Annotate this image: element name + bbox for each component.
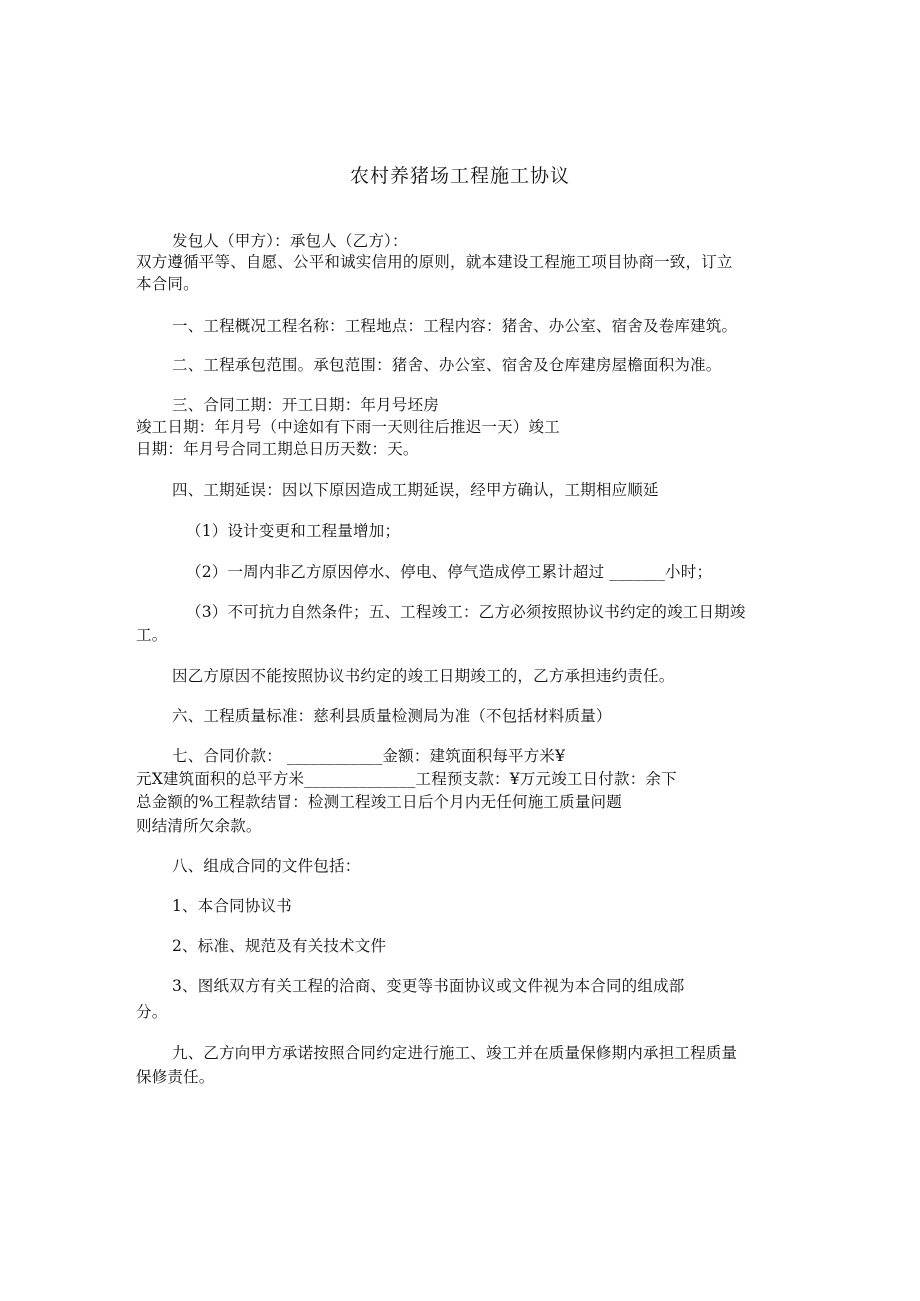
section-7-line-4: 则结清所欠余款。	[136, 817, 262, 835]
section-3-line-3: 日期：年月号合同工期总日历天数：天。	[136, 440, 419, 458]
section-4-item-1: （1）设计变更和工程量增加；	[186, 522, 401, 540]
section-7-line-1: 七、合同价款： ____________金额：建筑面积每平方米¥	[172, 747, 566, 765]
section-9-line-2: 保修责任。	[136, 1068, 215, 1086]
section-9-line-1: 九、乙方向甲方承诺按照合同约定进行施工、竣工并在质量保修期内承担工程质量	[172, 1044, 738, 1062]
section-6: 六、工程质量标准：慈利县质量检测局为准（不包括材料质量）	[172, 707, 612, 725]
section-8-item-1: 1、本合同协议书	[172, 897, 292, 915]
intro-line-1: 双方遵循平等、自愿、公平和诚实信用的原则，就本建设工程施工项目协商一致，订立	[136, 253, 733, 271]
section-4-item-3-line-1: （3）不可抗力自然条件；五、工程竣工：乙方必须按照协议书约定的竣工日期竣	[186, 603, 746, 621]
section-5-note: 因乙方原因不能按照协议书约定的竣工日期竣工的，乙方承担违约责任。	[172, 667, 675, 685]
section-8: 八、组成合同的文件包括：	[172, 857, 361, 875]
document-title: 农村养猪场工程施工协议	[349, 165, 570, 187]
section-7-line-2: 元X建筑面积的总平方米______________工程预支款：¥万元竣工日付款：余下	[136, 770, 677, 788]
section-1: 一、工程概况工程名称：工程地点：工程内容：猪舍、办公室、宿舍及卷库建筑。	[172, 317, 738, 335]
section-4: 四、工期延误：因以下原因造成工期延误，经甲方确认，工期相应顺延	[172, 481, 659, 499]
section-2: 二、工程承包范围。承包范围：猪舍、办公室、宿舍及仓库建房屋檐面积为准。	[172, 356, 722, 374]
section-8-item-3-line-1: 3、图纸双方有关工程的洽商、变更等书面协议或文件视为本合同的组成部	[172, 977, 685, 995]
section-7-line-3: 总金额的%工程款结冒：检测工程竣工日后个月内无任何施工质量问题	[136, 793, 622, 811]
section-3-line-2: 竣工日期：年月号（中途如有下雨一天则往后推迟一天）竣工	[136, 418, 560, 436]
section-4-item-3-line-2: 工。	[136, 626, 168, 644]
section-8-item-3-line-2: 分。	[136, 1003, 168, 1021]
intro-line-2: 本合同。	[136, 275, 199, 293]
parties-line: 发包人（甲方）：承包人（乙方）：	[172, 232, 408, 250]
section-4-item-2: （2）一周内非乙方原因停水、停电、停气造成停工累计超过 _______小时；	[186, 563, 713, 581]
section-8-item-2: 2、标准、规范及有关技术文件	[172, 937, 387, 955]
section-3-line-1: 三、合同工期：开工日期：年月号坯房	[172, 396, 439, 414]
